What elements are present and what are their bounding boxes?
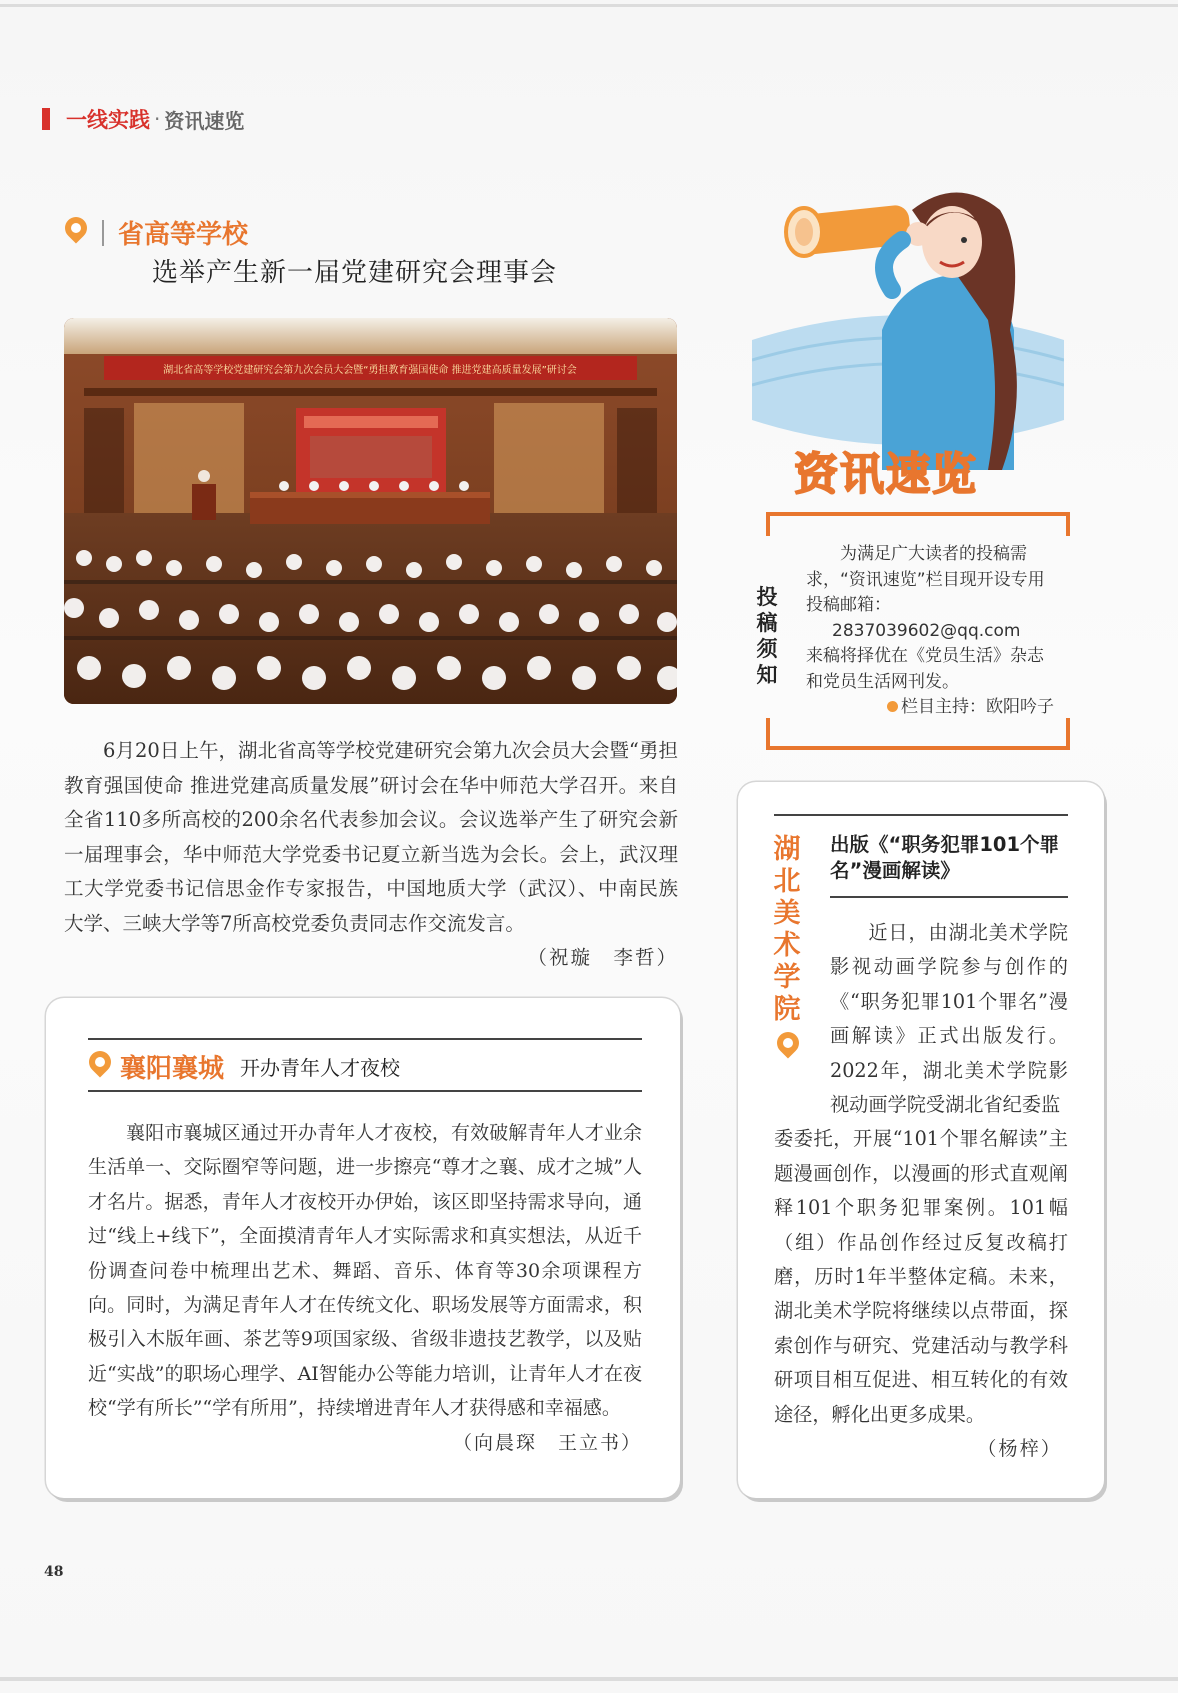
section-marker-icon xyxy=(42,108,50,130)
article-3-body xyxy=(774,916,1068,1467)
notice-side-label: 投 稿 须 知 xyxy=(756,585,778,687)
section-header xyxy=(42,104,244,134)
article-3-card xyxy=(738,782,1104,1498)
column-banner: 资讯速览 xyxy=(794,449,978,500)
section-subtitle: 资讯速览 xyxy=(164,108,245,133)
page-number: 48 xyxy=(44,1564,64,1580)
article-2-body xyxy=(88,1116,642,1460)
article-1-header xyxy=(64,214,248,251)
article-2-card xyxy=(46,998,680,1498)
rule-line xyxy=(830,896,1068,898)
article-3-title: 出版《“职务犯罪101个罪名”漫画解读》 xyxy=(830,833,1060,882)
photo-banner-text: 湖北省高等学校党建研究会第九次会员大会暨“勇担教育强国使命 推进党建高质量发展”研讨会 xyxy=(163,365,577,376)
article-1-body xyxy=(64,734,678,976)
header-divider xyxy=(102,220,104,246)
notice-line-1: 为满足广大读者的投稿需求，“资讯速览”栏目现开设专用投稿邮箱： xyxy=(806,544,1045,615)
article-1-org: 省高等学校 xyxy=(118,220,249,250)
location-pin-icon xyxy=(88,1051,112,1083)
location-pin-icon xyxy=(64,217,88,249)
article-3-byline: （杨梓） xyxy=(977,1437,1062,1461)
article-1-byline: （祝璇 李哲） xyxy=(527,946,678,969)
article-2-text: 襄阳市襄城区通过开办青年人才夜校，有效破解青年人才业余生活单一、交际圈窄等问题，进一步擦亮“尊才之襄、成才之城”人才名片。据悉，青年人才夜校开办伊始，该区即坚持需求导向，通过“线上+线下”，全面摸清青年人才实际需求和真实想法，从近千份调查问卷中梳理出艺术、舞蹈、音乐、体育等30余项课程方向。同时，为满足青年人才在传统文化、职场发展等方面需求，积极引入木版年画、茶艺等9项国家级、省级非遗技艺教学，以及贴近“实战”的职场心理学、AI智能办公等能力培训，让青年人才在夜校“学有所长”“学有所用”，持续增进青年人才获得感和幸福感。 xyxy=(88,1122,642,1420)
article-1-title: 选举产生新一届党建研究会理事会 xyxy=(152,258,558,288)
rule-line xyxy=(88,1090,642,1092)
article-2-header xyxy=(88,1048,400,1085)
rule-line xyxy=(88,1038,642,1040)
section-title: 一线实践 xyxy=(66,108,150,132)
article-3-text-lead: 近日，由湖北美术学院影视动画学院参与创作的《“职务犯罪101个罪名”漫画解读》正式出版发行。2022年，湖北美术学院影视动画学院受湖北省纪委监 xyxy=(830,921,1068,1117)
notice-line-2: 来稿将择优在《党员生活》杂志和党员生活网刊发。 xyxy=(806,646,1044,692)
bullet-dot-icon xyxy=(887,701,898,712)
article-3-text-rest: 委委托，开展“101个罪名解读”主题漫画创作，以漫画的形式直观阐释101个职务犯罪案例。101幅（组）作品创作经过反复改稿打磨，历时1年半整体定稿。未来，湖北美术学院将继续以点带面，探索创作与研究、党建活动与教学科研项目相互促进、相互转化的有效途径，孵化出更多成果。 xyxy=(774,1127,1068,1426)
article-3-org: 湖 北 美 术 学 院 xyxy=(773,834,801,1025)
notice-host xyxy=(806,695,1060,721)
notice-host-text: 栏目主持：欧阳吟子 xyxy=(901,697,1054,717)
top-divider xyxy=(0,4,1178,7)
notice-body xyxy=(806,542,1060,721)
column-illustration xyxy=(752,170,1064,500)
article-2-org: 襄阳襄城 xyxy=(120,1054,225,1084)
article-1-text: 6月20日上午，湖北省高等学校党建研究会第九次会员大会暨“勇担教育强国使命 推进党建高质量发展”研讨会在华中师范大学召开。来自全省110多所高校的200余名代表参加会议。会议选举产生了研究会新一届理事会，华中师范大学党委书记夏立新当选为会长。会上，武汉理工大学党委书记信思金作专家报告，中国地质大学（武汉）、中南民族大学、三峡大学等7所高校党委负责同志作交流发言。 xyxy=(64,739,678,935)
article-2-byline: （向晨琛 王立书） xyxy=(452,1431,642,1454)
rule-line xyxy=(774,814,1068,816)
meeting-photo xyxy=(64,318,677,704)
submission-email[interactable]: 2837039602@qq.com xyxy=(832,620,1021,641)
section-separator: · xyxy=(154,107,161,131)
article-2-title: 开办青年人才夜校 xyxy=(240,1056,401,1080)
bottom-divider xyxy=(0,1677,1178,1681)
